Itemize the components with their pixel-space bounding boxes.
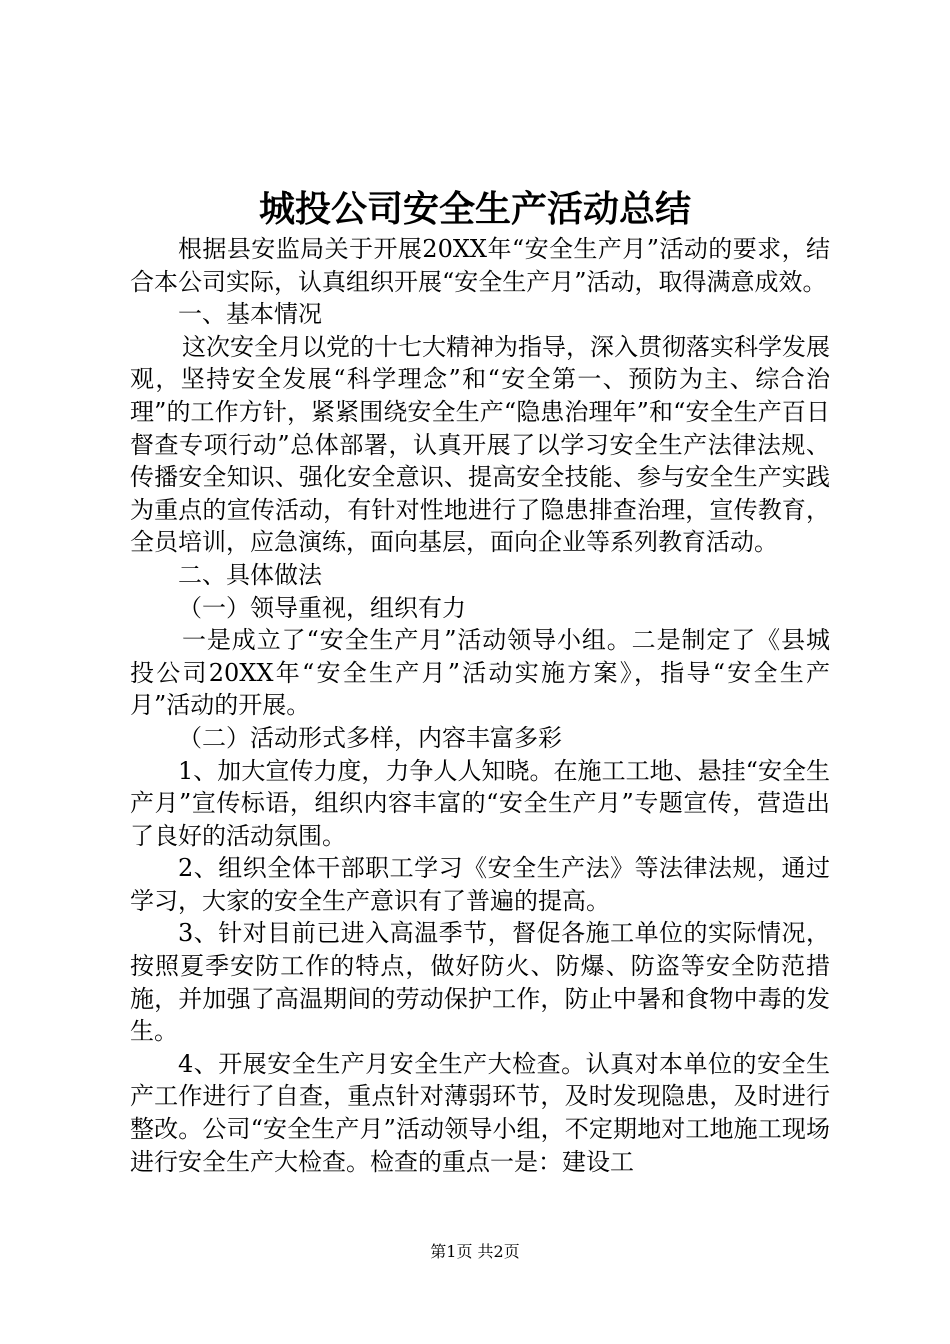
- paragraph-leadership: 一是成立了“安全生产月”活动领导小组。二是制定了《县城投公司20XX年“安全生产月”活动实施方案》，指导“安全生产月”活动的开展。: [130, 626, 830, 720]
- paragraph-intro: 根据县安监局关于开展20XX年“安全生产月”活动的要求，结合本公司实际，认真组织开展“安全生产月”活动，取得满意成效。: [130, 235, 830, 296]
- subheading-leadership: （一）领导重视，组织有力: [178, 593, 466, 622]
- subheading-activities: （二）活动形式多样，内容丰富多彩: [178, 723, 562, 752]
- page-footer: 第1页 共2页: [430, 1242, 520, 1261]
- list-item-4: 4、开展安全生产月安全生产大检查。认真对本单位的安全生产工作进行了自查，重点针对薄弱环节，及时发现隐患，及时进行整改。公司“安全生产月”活动领导小组，不定期地对工地施工现场进行安全生产大检查。检查的重点一是：建设工: [130, 1049, 830, 1176]
- paragraph-basic-situation: 这次安全月以党的十七大精神为指导，深入贯彻落实科学发展观，坚持安全发展“科学理念”和“安全第一、预防为主、综合治理”的工作方针，紧紧围绕安全生产“隐患治理年”和“安全生产百日督查专项行动”总体部署，认真开展了以学习安全生产法律法规、传播安全知识、强化安全意识、提高安全技能、参与安全生产实践为重点的宣传活动，有针对性地进行了隐患排查治理，宣传教育，全员培训，应急演练，面向基层，面向企业等系列教育活动。: [130, 332, 830, 557]
- document-title: 城投公司安全生产活动总结: [258, 188, 691, 230]
- heading-specific-methods: 二、具体做法: [178, 560, 322, 589]
- list-item-3: 3、针对目前已进入高温季节，督促各施工单位的实际情况，按照夏季安防工作的特点，做好防火、防爆、防盗等安全防范措施，并加强了高温期间的劳动保护工作，防止中暑和食物中毒的发生。: [130, 919, 830, 1046]
- list-item-1: 1、加大宣传力度，力争人人知晓。在施工工地、悬挂“安全生产月”宣传标语，组织内容丰富的“安全生产月”专题宣传，营造出了良好的活动氛围。: [130, 756, 830, 850]
- heading-basic-situation: 一、基本情况: [178, 300, 322, 329]
- list-item-2: 2、组织全体干部职工学习《安全生产法》等法律法规，通过学习，大家的安全生产意识有了普遍的提高。: [130, 854, 830, 915]
- document-body: [130, 233, 830, 1178]
